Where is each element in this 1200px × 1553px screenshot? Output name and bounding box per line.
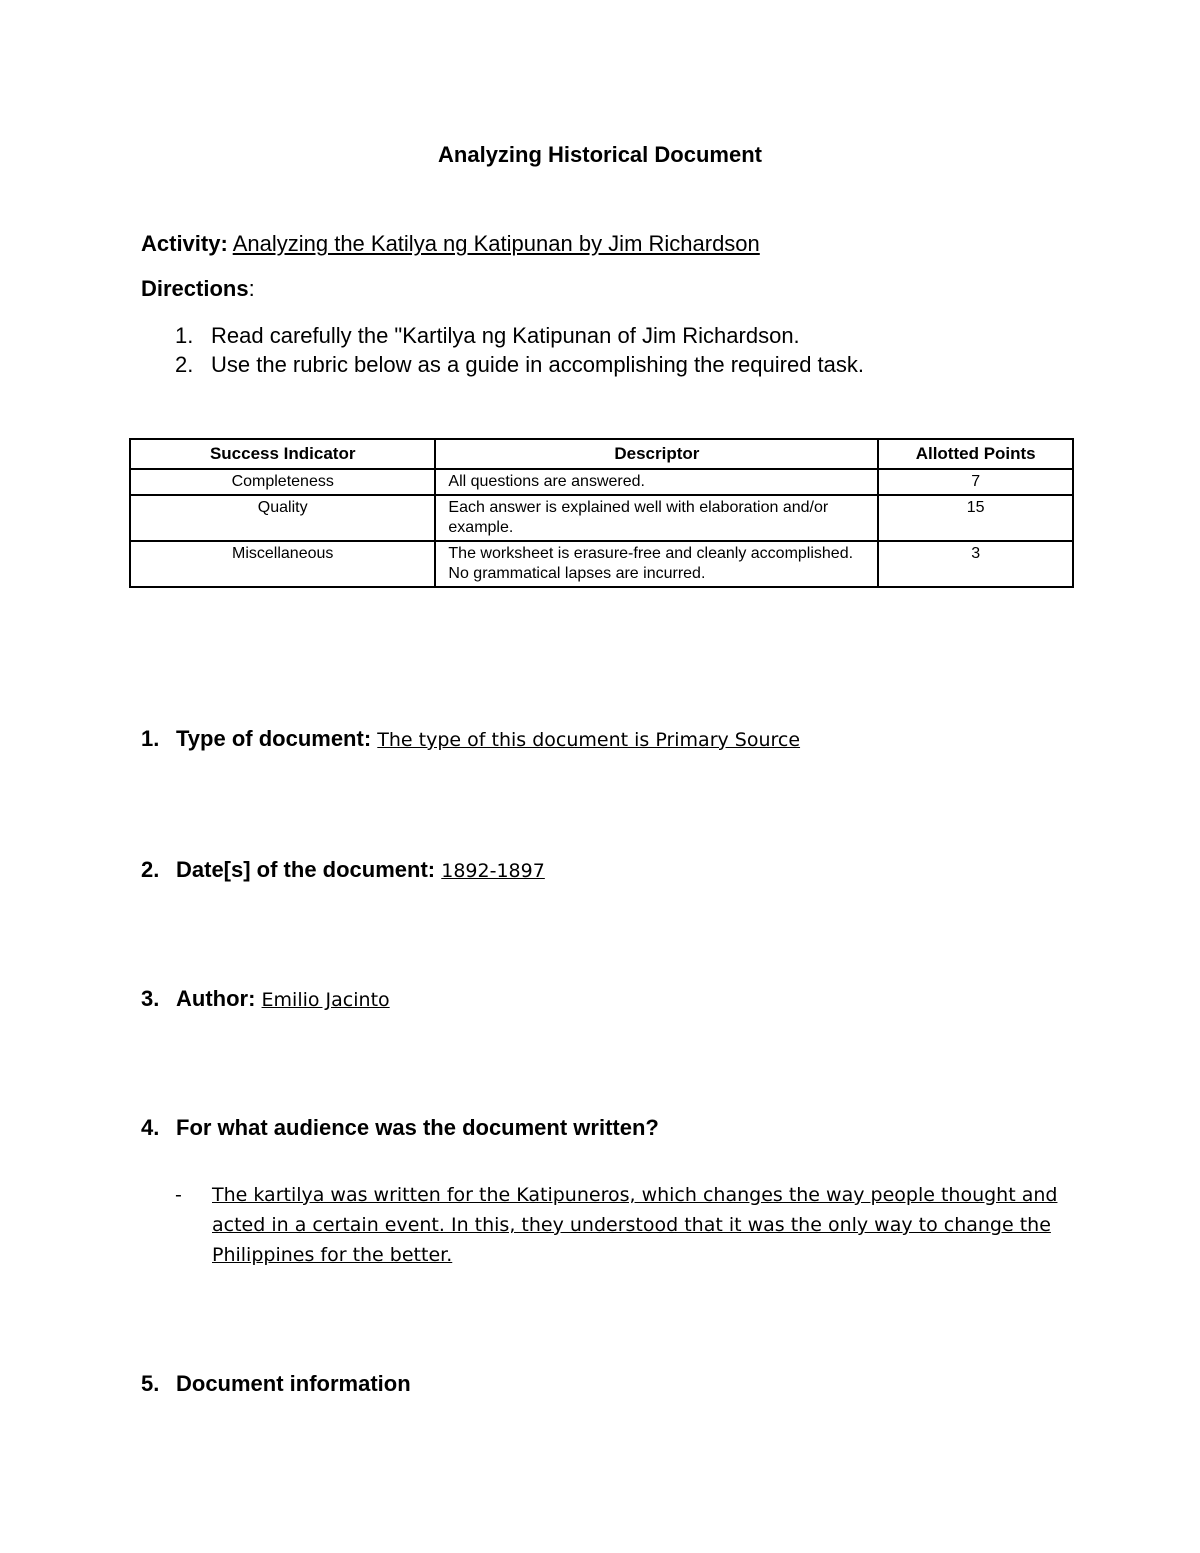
points-cell: 7 (878, 469, 1073, 495)
indicator-cell: Miscellaneous (130, 541, 435, 587)
table-row (130, 469, 1073, 495)
activity-label: Activity: (141, 231, 228, 256)
page-title: Analyzing Historical Document (438, 142, 762, 167)
table-row (130, 495, 1073, 541)
question-4-answer (175, 1180, 1075, 1270)
directions-label: Directions (141, 276, 249, 301)
question-label: For what audience was the document written? (176, 1115, 659, 1140)
question-answer: Emilio Jacinto (261, 989, 390, 1011)
question-answer: The type of this document is Primary Source (377, 729, 801, 751)
points-cell: 3 (878, 541, 1073, 587)
header-allotted-points: Allotted Points (878, 439, 1073, 469)
descriptor-cell: The worksheet is erasure-free and cleanly accomplished. No grammatical lapses are incurred. (435, 541, 878, 587)
directions-colon: : (248, 276, 255, 301)
question-5: 5. Document information (141, 1371, 411, 1396)
directions-list (175, 321, 864, 379)
question-label: Date[s] of the document: (176, 857, 436, 882)
question-1: 1. Type of document: The type of this document is Primary Source (141, 726, 801, 751)
indicator-cell: Quality (130, 495, 435, 541)
table-header-row (130, 439, 1073, 469)
table-row (130, 541, 1073, 587)
question-4: 4. For what audience was the document written? (141, 1115, 659, 1140)
activity-value: Analyzing the Katilya ng Katipunan by Jim Richardson (232, 231, 760, 256)
list-item: 2. Use the rubric below as a guide in accomplishing the required task. (175, 352, 865, 377)
points-cell: 15 (878, 495, 1073, 541)
question-2: 2. Date[s] of the document: 1892-1897 (141, 857, 545, 882)
question-answer: 1892-1897 (441, 860, 545, 882)
directions-heading (141, 276, 255, 302)
descriptor-cell: Each answer is explained well with elaboration and/or example. (435, 495, 878, 541)
header-success-indicator: Success Indicator (130, 439, 435, 469)
question-label: Type of document: (176, 726, 372, 751)
descriptor-cell: All questions are answered. (435, 469, 878, 495)
question-label: Author: (176, 986, 256, 1011)
indicator-cell: Completeness (130, 469, 435, 495)
activity-line (141, 231, 760, 257)
question-label: Document information (176, 1371, 411, 1396)
bullet-dash: - (175, 1184, 182, 1206)
header-descriptor: Descriptor (435, 439, 878, 469)
question-answer: The kartilya was written for the Katipuneros, which changes the way people thought and acted in a certain event. In this, they understood that it was the only way to change the Philippines for the better. (212, 1184, 1058, 1266)
list-item: 1. Read carefully the "Kartilya ng Katipunan of Jim Richardson. (175, 323, 800, 348)
rubric-table (129, 438, 1074, 588)
question-3: 3. Author: Emilio Jacinto (141, 986, 390, 1011)
